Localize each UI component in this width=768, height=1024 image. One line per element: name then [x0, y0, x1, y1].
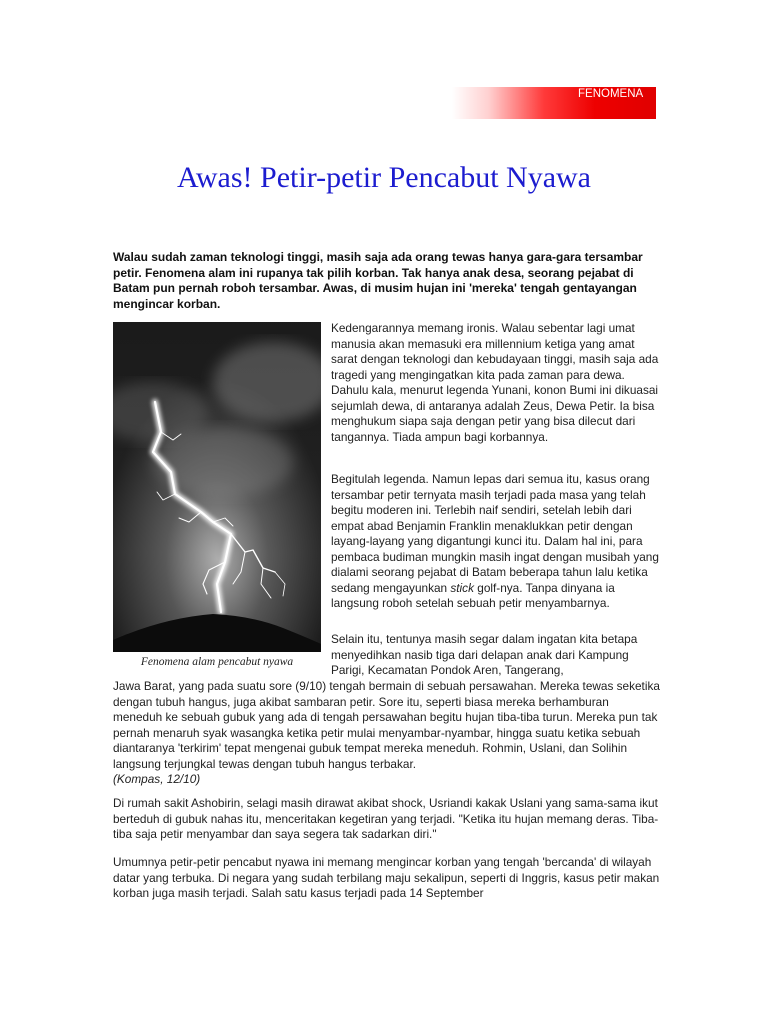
section-label: FENOMENA	[578, 88, 644, 100]
article-title: Awas! Petir-petir Pencabut Nyawa	[176, 161, 591, 194]
paragraph-3-continued	[113, 679, 661, 788]
lightning-photo-icon	[113, 322, 321, 652]
paragraph-2-text: Begitulah legenda. Namun lepas dari semua itu, kasus orang tersambar petir ternyata masih terjadi pada masa yang telah begitu moderen ini. Terlebih naif sendiri, setelah lebih dari empat abad Benjamin Franklin menaklukkan petir dengan layang-layang yang digantungi kunci itu. Dalam hal ini, para pembaca budiman mungkin masih ingat dengan musibah yang dialami seorang pejabat di Batam beberapa tahun lalu ketika sedang mengayunkan	[331, 472, 659, 595]
lead-paragraph: Walau sudah zaman teknologi tinggi, masih saja ada orang tewas hanya gara-gara tersambar petir. Fenomena alam ini rupanya tak pilih korban. Tak hanya anak desa, seorang pejabat di Batam pun pernah roboh tersambar. Awas, di musim hujan ini 'mereka' tengah gentayangan mengincar korban.	[113, 250, 643, 311]
paragraph-2-text-end: golf-nya. Tanpa dinyana ia langsung roboh setelah sebuah petir menyambarnya.	[331, 580, 615, 610]
paragraph-2	[331, 472, 661, 612]
figure-caption: Fenomena alam pencabut nyawa	[140, 656, 294, 668]
paragraph-4: Di rumah sakit Ashobirin, selagi masih dirawat akibat shock, Usriandi kakak Uslani yang sama-sama ikut berteduh di gubuk nahas itu, menceritakan kegetiran yang terjadi. "Ketika itu hujan memang deras. Tiba-tiba saja petir menyambar dan saya segera tak sadarkan diri."	[113, 796, 659, 841]
paragraph-1: Kedengarannya memang ironis. Walau sebentar lagi umat manusia akan memasuki era millennium ketiga yang amat sarat dengan teknologi dan kebudayaan tinggi, masih saja ada tragedi yang mengingatkan kita pada zaman para dewa. Dahulu kala, menurut legenda Yunani, konon Bumi ini dikuasai sejumlah dewa, di antaranya adalah Zeus, Dewa Petir. Ia bisa menghukum siapa saja dengan petir yang bisa dilecut dari tangannya. Tiada ampun bagi korbannya.	[331, 321, 659, 444]
paragraph-2-italic: stick	[450, 580, 474, 595]
paragraph-3-text: Jawa Barat, yang pada suatu sore (9/10) tengah bermain di sebuah persawahan. Mereka tewas seketika dengan tubuh hangus, juga akibat sambaran petir. Sore itu, seperti biasa mereka berhamburan meneduh ke sebuah gubuk yang ada di tengah persawahan begitu hujan tiba-tiba turun. Mereka pun tak pernah menaruh syak wasangka ketika petir mulai menyambar-nyambar, hingga suatu ketika sebuah diantaranya 'terkirim' tepat mengenai gubuk tempat mereka meneduh. Rohmin, Uslani, dan Solihin langsung terjungkal tewas dengan tubuh hangus terbakar.	[113, 679, 660, 771]
lightning-photo	[113, 322, 321, 652]
paragraph-3-start: Selain itu, tentunya masih segar dalam ingatan kita betapa menyedihkan nasib tiga dari delapan anak dari Kampung Parigi, Kecamatan Pondok Aren, Tangerang,	[331, 632, 638, 677]
source-citation: (Kompas, 12/10)	[113, 772, 201, 786]
paragraph-5: Umumnya petir-petir pencabut nyawa ini memang mengincar korban yang tengah 'bercanda' di wilayah datar yang terbuka. Di negara yang sudah terbilang maju sekalipun, seperti di Inggris, kasus petir makan korban juga masih terjadi. Salah satu kasus terjadi pada 14 September	[113, 855, 660, 900]
